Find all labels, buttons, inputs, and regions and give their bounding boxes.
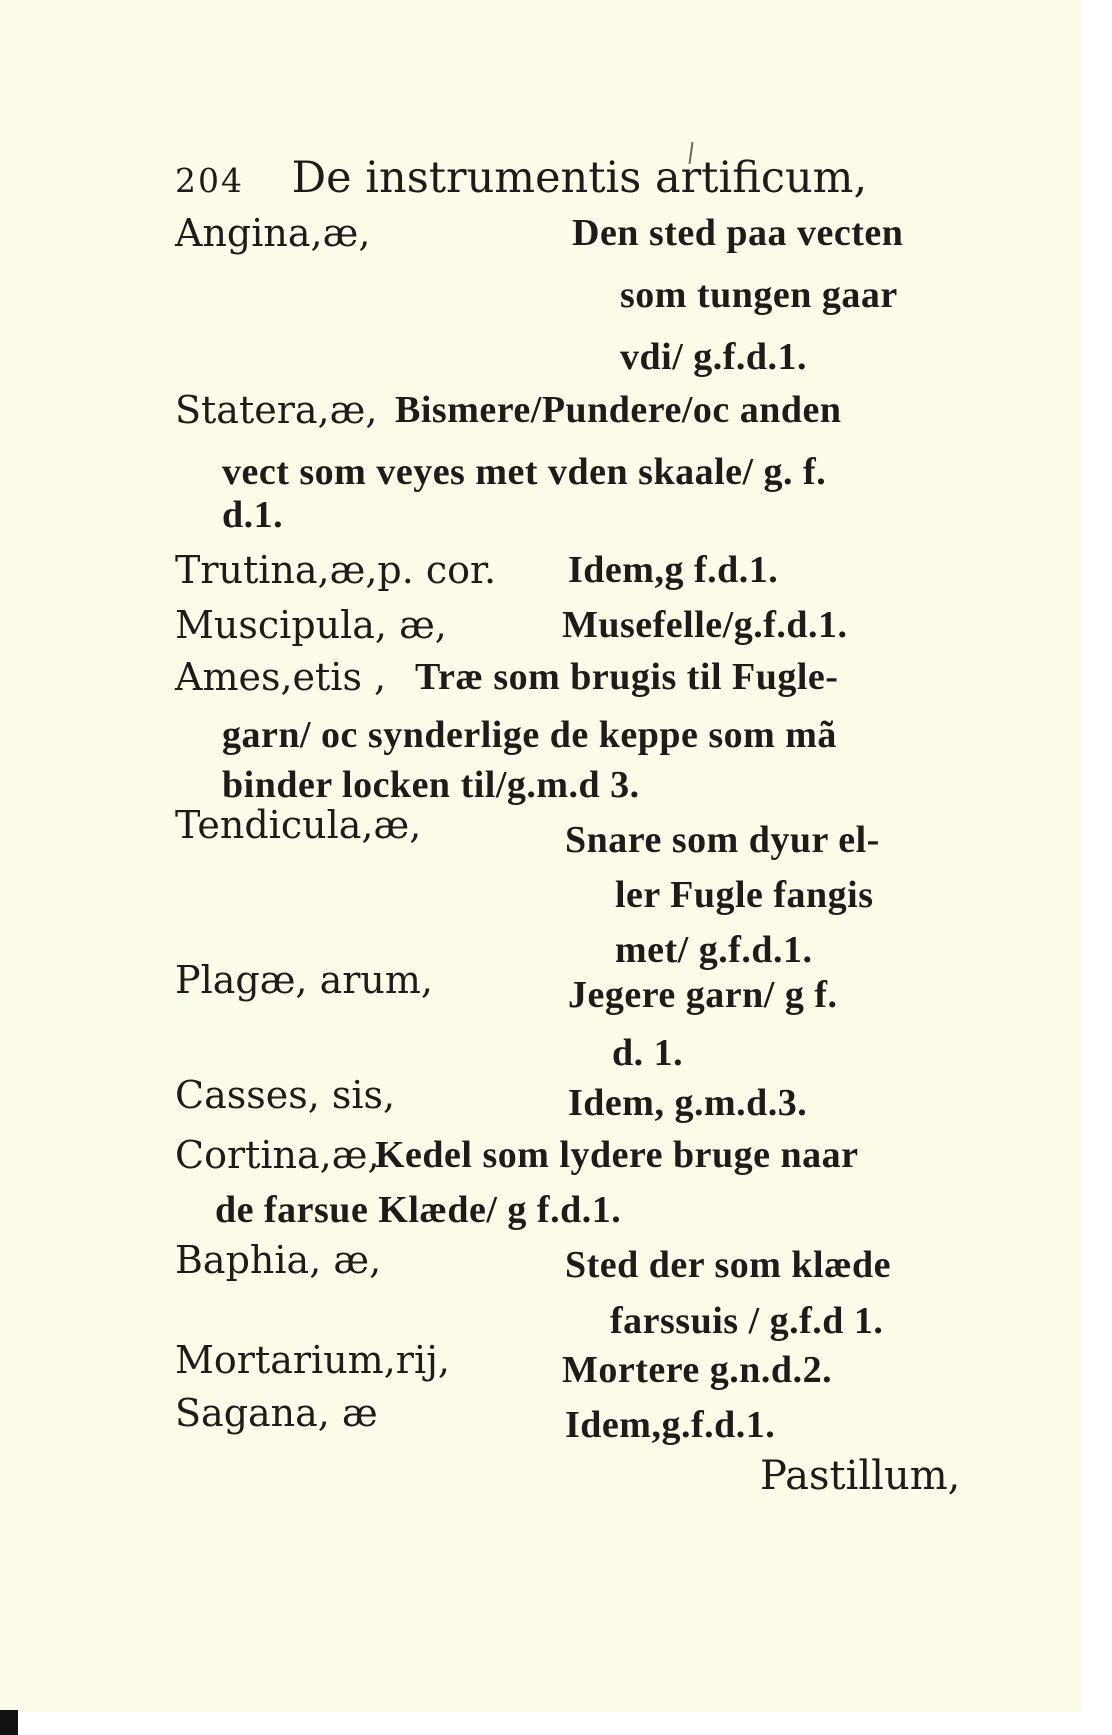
entry-headword: Casses, sis, <box>175 1073 396 1117</box>
entry-headword: Baphia, æ, <box>175 1238 382 1282</box>
entry-gloss-line: farssuis / g.f.d 1. <box>610 1300 884 1342</box>
entry-headword: Sagana, æ <box>175 1391 378 1435</box>
catchword: Pastillum, <box>760 1453 961 1499</box>
entry-gloss-line: binder locken til/g.m.d 3. <box>222 764 640 806</box>
entry-gloss-line: Idem,g f.d.1. <box>568 549 779 591</box>
entry-gloss-line: vect som veyes met vden skaale/ g. f. <box>222 451 827 493</box>
entry-gloss-line: Musefelle/g.f.d.1. <box>562 604 848 646</box>
entry-gloss-line: Idem,g.f.d.1. <box>565 1404 776 1446</box>
entry-headword: Cortina,æ, <box>175 1133 380 1177</box>
entry-gloss-line: ler Fugle fangis <box>615 874 874 916</box>
entry-gloss-line: de farsue Klæde/ g f.d.1. <box>215 1189 622 1231</box>
scan-border-bottom <box>0 1712 1112 1735</box>
entry-headword: Trutina,æ,p. cor. <box>175 548 497 592</box>
entry-gloss-line: Snare som dyur el- <box>565 819 880 861</box>
entry-gloss-line: met/ g.f.d.1. <box>615 929 813 971</box>
entry-gloss-line: Kedel som lydere bruge naar <box>375 1134 859 1176</box>
entry-gloss-line: Mortere g.n.d.2. <box>562 1349 833 1391</box>
entry-headword: Ames,etis , <box>175 655 387 699</box>
entry-headword: Statera,æ, <box>175 388 378 432</box>
entry-headword: Angina,æ, <box>175 211 371 255</box>
page-number: 204 <box>175 161 244 200</box>
entry-gloss-line: garn/ oc synderlige de keppe som mã <box>222 714 837 756</box>
entry-gloss-line: Sted der som klæde <box>565 1244 892 1286</box>
entry-gloss-line: vdi/ g.f.d.1. <box>620 336 808 378</box>
entry-gloss-line: som tungen gaar <box>620 274 898 316</box>
entry-headword: Mortarium,rij, <box>175 1338 450 1382</box>
scan-border-right <box>1082 0 1112 1735</box>
entry-gloss-line: d.1. <box>222 494 284 536</box>
entry-gloss-line: Træ som brugis til Fugle- <box>415 656 839 698</box>
entry-headword: Muscipula, æ, <box>175 603 447 647</box>
entry-gloss-line: Den sted paa vecten <box>572 212 904 254</box>
entry-gloss-line: Jegere garn/ g f. <box>568 974 838 1016</box>
entry-gloss-line: d. 1. <box>612 1032 684 1074</box>
scan-corner-mark <box>0 1710 18 1735</box>
running-title: De instrumentis artificum, <box>291 153 868 203</box>
entry-gloss-line: Bismere/Pundere/oc anden <box>395 389 842 431</box>
entry-headword: Plagæ, arum, <box>175 958 433 1002</box>
entry-gloss-line: Idem, g.m.d.3. <box>568 1082 808 1124</box>
entry-headword: Tendicula,æ, <box>175 803 422 847</box>
